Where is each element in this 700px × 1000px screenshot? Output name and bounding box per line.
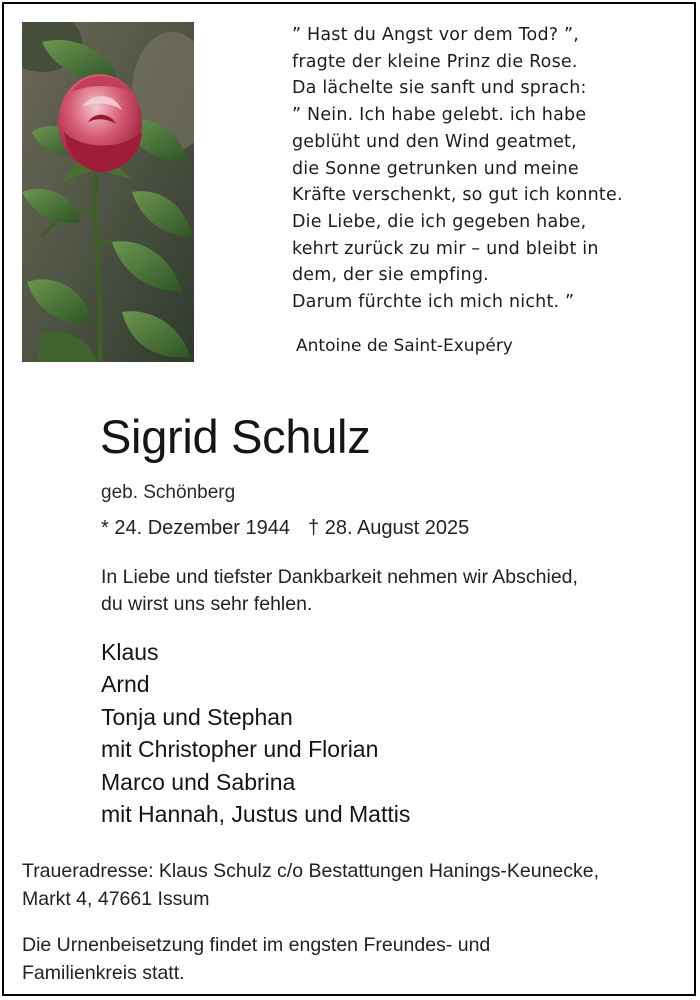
quote-line: fragte der kleine Prinz die Rose. xyxy=(292,51,578,72)
mourner: Marco und Sabrina xyxy=(101,768,296,795)
farewell-text xyxy=(101,564,578,618)
deceased-name: Sigrid Schulz xyxy=(100,410,371,463)
quote-line: ” Hast du Angst vor dem Tod? ”, xyxy=(292,25,580,45)
mourner: Arnd xyxy=(101,671,150,698)
quote-line: die Sonne getrunken und meine xyxy=(292,158,579,179)
address-line: Markt 4, 47661 Issum xyxy=(22,887,210,910)
farewell-line: du wirst uns sehr fehlen. xyxy=(101,593,313,615)
quote-line: ” Nein. Ich habe gelebt. ich habe xyxy=(292,105,587,126)
farewell-line: In Liebe und tiefster Dankbarkeit nehmen wir Abschied, xyxy=(101,566,578,588)
death-date: † 28. August 2025 xyxy=(308,517,470,539)
birth-date: * 24. Dezember 1944 xyxy=(101,517,291,539)
quote-line: dem, der sie empfing. xyxy=(292,265,489,286)
address-line: Traueradresse: Klaus Schulz c/o Bestattungen Hanings-Keunecke, xyxy=(22,860,600,882)
quote-line: Die Liebe, die ich gegeben habe, xyxy=(292,211,587,232)
quote-author: Antoine de Saint-Exupéry xyxy=(296,336,513,356)
quote-line: Darum fürchte ich mich nicht. ” xyxy=(292,292,575,313)
burial-note-line: Die Urnenbeisetzung findet im engsten Freundes- und xyxy=(22,934,491,956)
mourners-list xyxy=(101,636,410,830)
quote-line: Kräfte verschenkt, so gut ich konnte. xyxy=(292,185,623,206)
life-dates xyxy=(101,517,469,540)
rose-photo xyxy=(22,22,194,362)
burial-note xyxy=(22,932,490,987)
mourner: Tonja und Stephan xyxy=(101,703,293,730)
mourner: mit Hannah, Justus und Mattis xyxy=(101,801,411,828)
mourner: mit Christopher und Florian xyxy=(101,736,379,763)
quote-line: kehrt zurück zu mir – und bleibt in xyxy=(292,238,599,259)
quote-line: Da lächelte sie sanft und sprach: xyxy=(292,78,587,99)
mourner: Klaus xyxy=(101,639,159,665)
quote-text xyxy=(292,22,682,316)
quote-line: geblüht und den Wind geatmet, xyxy=(292,131,577,152)
mourning-address xyxy=(22,858,599,913)
burial-note-line: Familienkreis statt. xyxy=(22,961,185,984)
birth-name: geb. Schönberg xyxy=(101,482,236,503)
